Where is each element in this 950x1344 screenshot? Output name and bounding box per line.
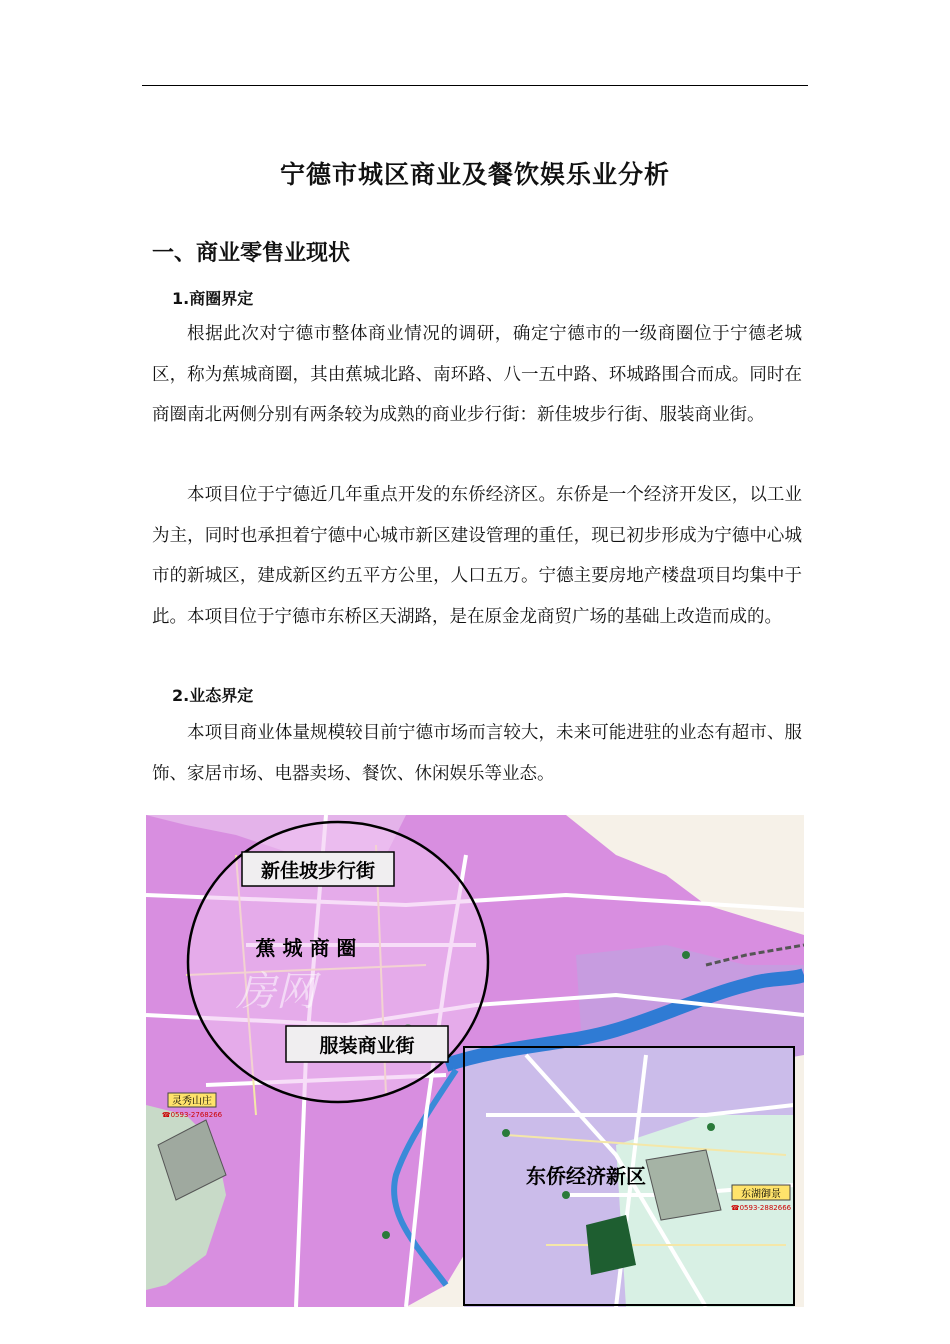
page-title: 宁德市城区商业及餐饮娱乐业分析 bbox=[279, 160, 670, 189]
subsection-heading: 1.商圈界定 bbox=[172, 289, 254, 308]
fuzhuang-label: 服装商业街 bbox=[319, 1035, 415, 1057]
paragraph: 本项目位于宁德近几年重点开发的东侨经济区。东侨是一个经济开发区，以工业为主，同时也承担着宁德中心城市新区建设管理的重任，现已初步形成为宁德中心城市的新城区，建成新区约五平方公里，人口五万。宁德主要房地产楼盘项目均集中于此。本项目位于宁德市东桥区天湖路，是在原金龙商贸广场的基础上改造而成的。 bbox=[152, 485, 802, 627]
city-map bbox=[146, 815, 804, 1307]
paragraph: 本项目商业体量规模较目前宁德市场而言较大，未来可能进驻的业态有超市、服饰、家居市场、电器卖场、餐饮、休闲娱乐等业态。 bbox=[152, 723, 802, 784]
paragraph: 根据此次对宁德市整体商业情况的调研，确定宁德市的一级商圈位于宁德老城区，称为蕉城商圈，其由蕉城北路、南环路、八一五中路、环城路围合而成。同时在商圈南北两侧分别有两条较为成熟的商业步行街：新佳坡步行街、服装商业街。 bbox=[152, 324, 802, 425]
donghu-label: 东湖御景 bbox=[741, 1189, 781, 1200]
donghu-phone: ☎0593-2882666 bbox=[730, 1204, 792, 1212]
jiaocheng-label: 蕉 城 商 圈 bbox=[255, 936, 357, 960]
lingxiu-label: 灵秀山庄 bbox=[172, 1096, 212, 1107]
header-rule bbox=[142, 85, 808, 86]
section-heading: 一、商业零售业现状 bbox=[152, 241, 351, 266]
xinjiapo-label: 新佳坡步行街 bbox=[260, 860, 376, 882]
subsection-heading: 2.业态界定 bbox=[172, 686, 254, 705]
watermark: 房网 bbox=[236, 969, 316, 1015]
lingxiu-phone: ☎0593-2768266 bbox=[161, 1111, 223, 1119]
dongqiao-label: 东侨经济新区 bbox=[526, 1164, 646, 1188]
